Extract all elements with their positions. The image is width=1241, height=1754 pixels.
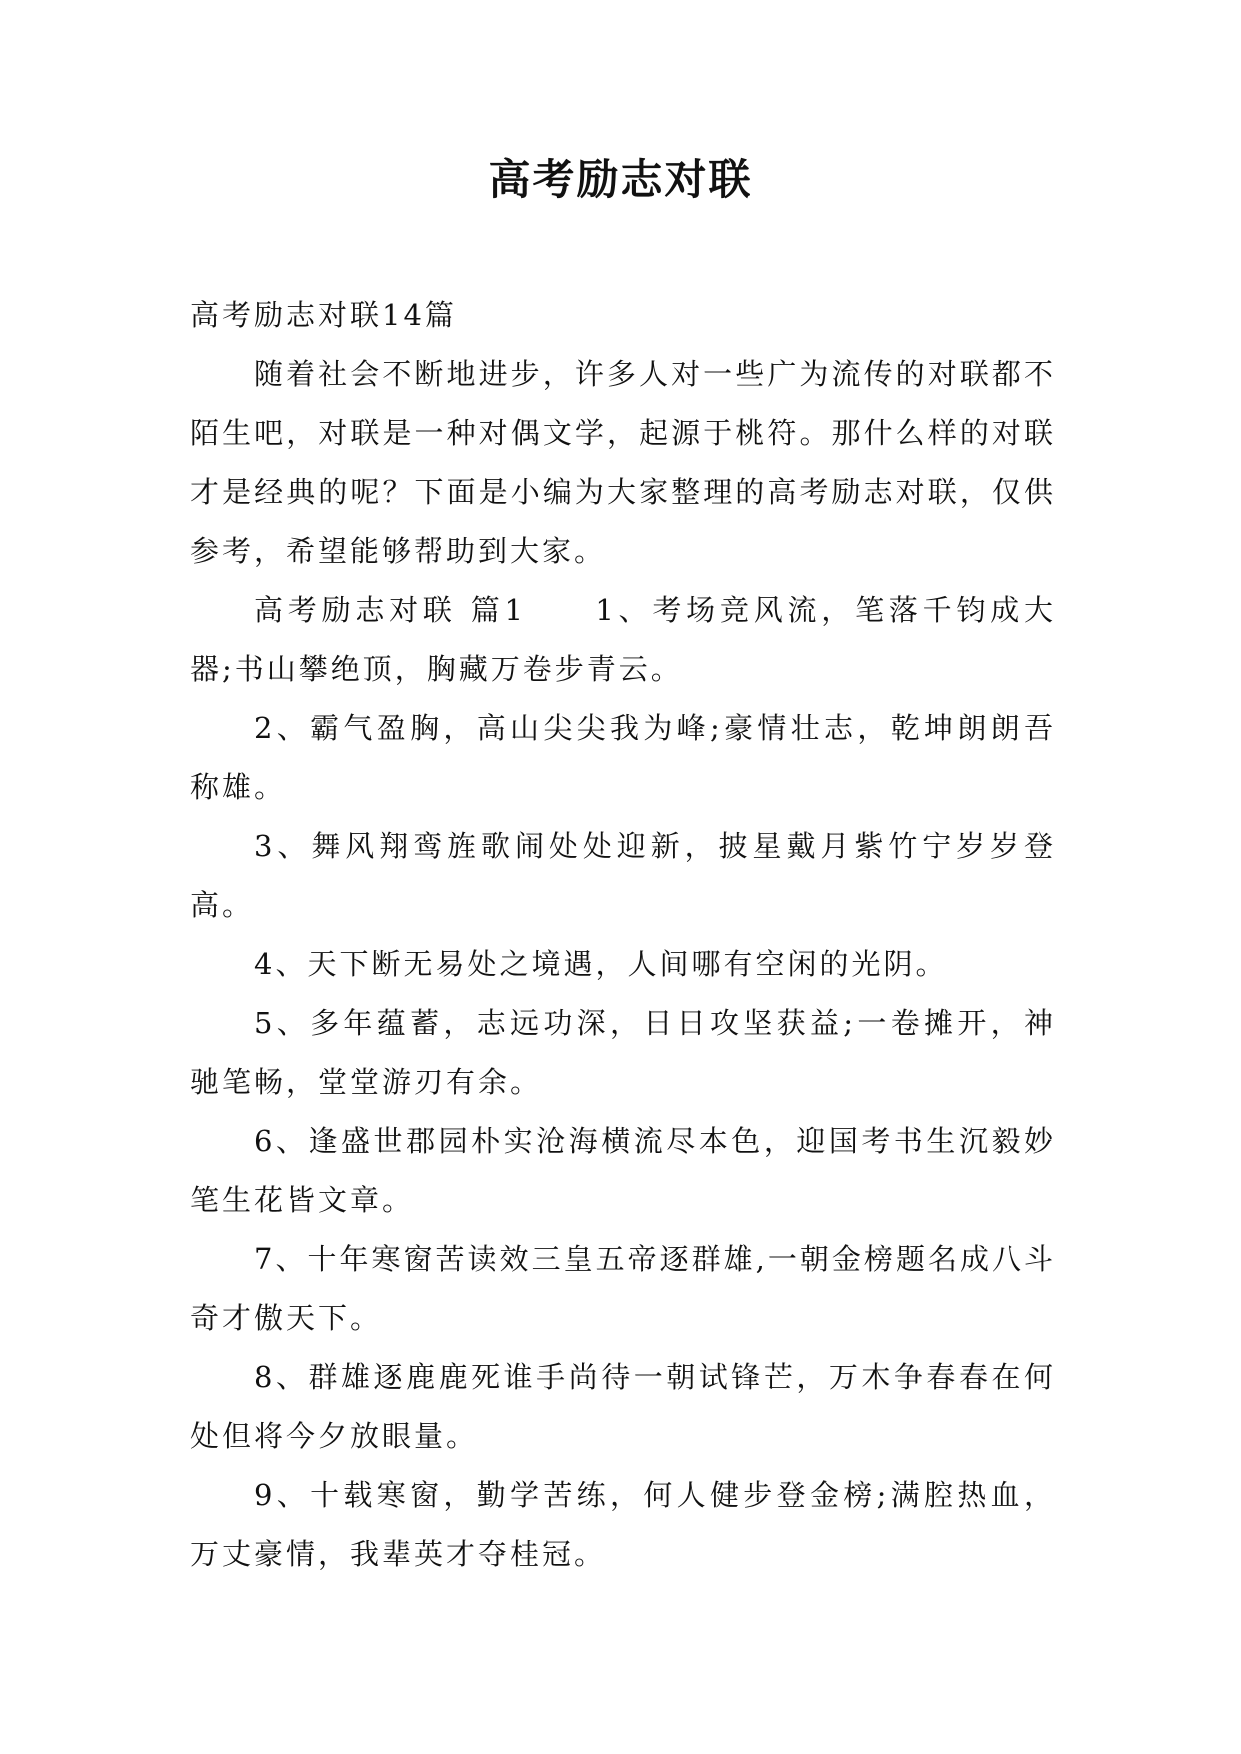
paragraph-couplet-3: 3、舞风翔鸾旌歌闹处处迎新，披星戴月紫竹宁岁岁登高。 <box>190 829 1056 922</box>
document-subtitle: 高考励志对联14篇 <box>190 298 457 332</box>
paragraph-couplet-2: 2、霸气盈胸，高山尖尖我为峰;豪情壮志，乾坤朗朗吾称雄。 <box>190 711 1056 804</box>
document-body <box>190 286 1056 1584</box>
paragraph-couplet-1: 高考励志对联 篇1 1、考场竞风流，笔落千钧成大器;书山攀绝顶，胸藏万卷步青云。 <box>190 593 1056 686</box>
paragraph-couplet-9: 9、十载寒窗，勤学苦练，何人健步登金榜;满腔热血，万丈豪情，我辈英才夺桂冠。 <box>190 1478 1056 1571</box>
paragraph-couplet-7: 7、十年寒窗苦读效三皇五帝逐群雄,一朝金榜题名成八斗奇才傲天下。 <box>190 1242 1056 1335</box>
paragraph-couplet-6: 6、逢盛世郡园朴实沧海横流尽本色，迎国考书生沉毅妙笔生花皆文章。 <box>190 1124 1056 1217</box>
paragraph-intro: 随着社会不断地进步，许多人对一些广为流传的对联都不陌生吧，对联是一种对偶文学，起源于桃符。那什么样的对联才是经典的呢？下面是小编为大家整理的高考励志对联，仅供参考，希望能够帮助到大家。 <box>190 357 1056 568</box>
page-title: 高考励志对联 <box>488 155 753 204</box>
paragraph-couplet-4: 4、天下断无易处之境遇，人间哪有空闲的光阴。 <box>254 947 948 981</box>
paragraph-couplet-5: 5、多年蕴蓄，志远功深，日日攻坚获益;一卷摊开，神驰笔畅，堂堂游刃有余。 <box>190 1006 1056 1099</box>
paragraph-couplet-8: 8、群雄逐鹿鹿死谁手尚待一朝试锋芒，万木争春春在何处但将今夕放眼量。 <box>190 1360 1056 1453</box>
